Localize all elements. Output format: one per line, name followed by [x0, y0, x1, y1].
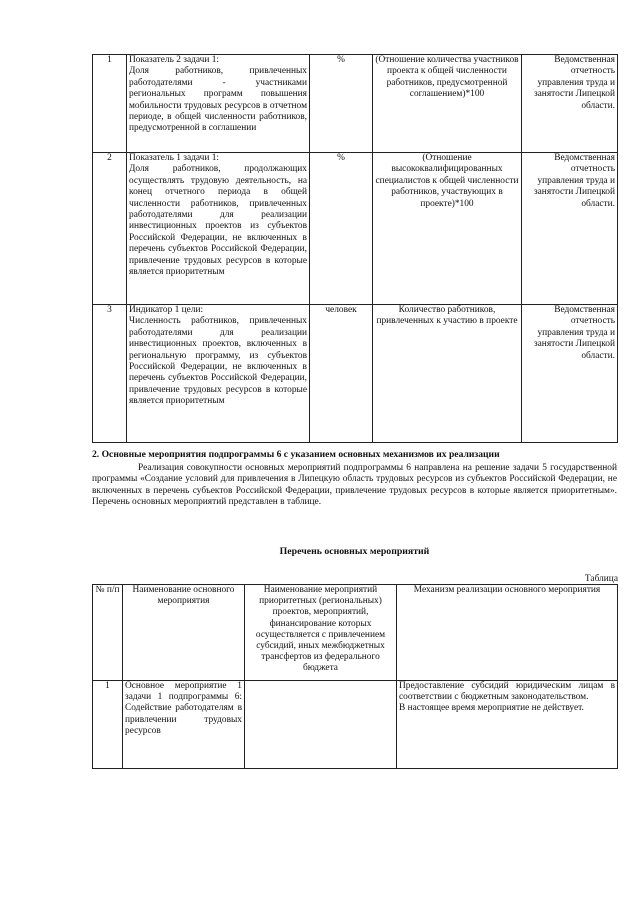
row-number: 1: [93, 681, 123, 769]
table-header-row: [93, 585, 618, 681]
section-paragraph: Реализация совокупности основных мероприятий подпрограммы 6 направлена на решение задачи 5 государственной программы «Создание условий для привлечения в Липецкую область трудовых ресурсов из субъектов Российской Федерации, не включенных в перечень субъектов Российской Федерации, привлечение трудовых ресурсов в которые является приоритетным». Перечень основных мероприятий представлен в таблице.: [92, 463, 617, 508]
measures-table: [92, 584, 618, 769]
formula-cell: Количество работников, привлеченных к участию в проекте: [373, 305, 522, 443]
measure-name: Основное мероприятие 1 задачи 1 подпрограммы 6: Содействие работодателям в привлечении трудовых ресурсов: [123, 681, 245, 769]
table-row: [93, 153, 618, 305]
header-num: № п/п: [93, 585, 123, 681]
unit-cell: человек: [310, 305, 373, 443]
indicator-description: [127, 305, 310, 443]
unit-cell: %: [310, 55, 373, 153]
mechanism-cell: [397, 681, 618, 769]
row-number: 3: [93, 305, 127, 443]
indicator-title: Показатель 1 задачи 1:: [129, 153, 220, 163]
indicator-text: Доля работников, продолжающих осуществлять трудовую деятельность, на конец отчетного периода в общей численности работников, привлеченных работодателями для реализации инвестиционных проектов из субъектов Российской Федерации, не включенных в перечень субъектов Российской Федерации, привлечение трудовых ресурсов в которые является приоритетным: [129, 164, 307, 278]
unit-cell: %: [310, 153, 373, 305]
indicator-text: Численность работников, привлеченных работодателями для реализации инвестиционных проектов, включенных в региональную программу, из субъектов Российской Федерации, не включенных в перечень субъектов Российской Федерации, привлечение трудовых ресурсов в которые является приоритетным: [129, 316, 307, 407]
priority-cell: [245, 681, 397, 769]
source-cell: Ведомственная отчетность управления труда и занятости Липецкой области.: [522, 305, 618, 443]
indicator-title: Индикатор 1 цели:: [129, 305, 204, 315]
source-cell: Ведомственная отчетность управления труда и занятости Липецкой области.: [522, 55, 618, 153]
measures-title: Перечень основных мероприятий: [279, 546, 430, 557]
indicators-table: [92, 54, 618, 443]
table-row: [93, 305, 618, 443]
indicator-title: Показатель 2 задачи 1:: [129, 55, 220, 65]
header-mechanism: Механизм реализации основного мероприятия: [397, 585, 618, 681]
header-name: Наименование основного мероприятия: [123, 585, 245, 681]
indicator-text: Доля работников, привлеченных работодателями - участниками региональных программ повышения мобильности трудовых ресурсов в отчетном периоде, в общей численности работников, предусмотренной в соглашении: [129, 66, 307, 134]
table-row: [93, 55, 618, 153]
formula-cell: (Отношение высококвалифицированных специалистов к общей численности работников, участвующих в проекте)*100: [373, 153, 522, 305]
header-priority: Наименование мероприятий приоритетных (региональных) проектов, мероприятий, финансирование которых осуществляется с привлечением субсидий, иных межбюджетных трансфертов из федерального бюджета: [245, 585, 397, 681]
mechanism-line: Предоставление субсидий юридическим лицам в соответствии с бюджетным законодательством.: [399, 681, 615, 703]
row-number: 1: [93, 55, 127, 153]
indicator-description: [127, 55, 310, 153]
table-row: [93, 681, 618, 769]
indicator-description: [127, 153, 310, 305]
mechanism-line: В настоящее время мероприятие не действует.: [399, 703, 584, 714]
formula-cell: (Отношение количества участников проекта к общей численности работников, предусмотренной соглашением)*100: [373, 55, 522, 153]
section-heading: 2. Основные мероприятия подпрограммы 6 с указанием основных механизмов их реализации: [92, 449, 500, 460]
row-number: 2: [93, 153, 127, 305]
source-cell: Ведомственная отчетность управления труда и занятости Липецкой области.: [522, 153, 618, 305]
table-label: Таблица: [584, 574, 618, 584]
